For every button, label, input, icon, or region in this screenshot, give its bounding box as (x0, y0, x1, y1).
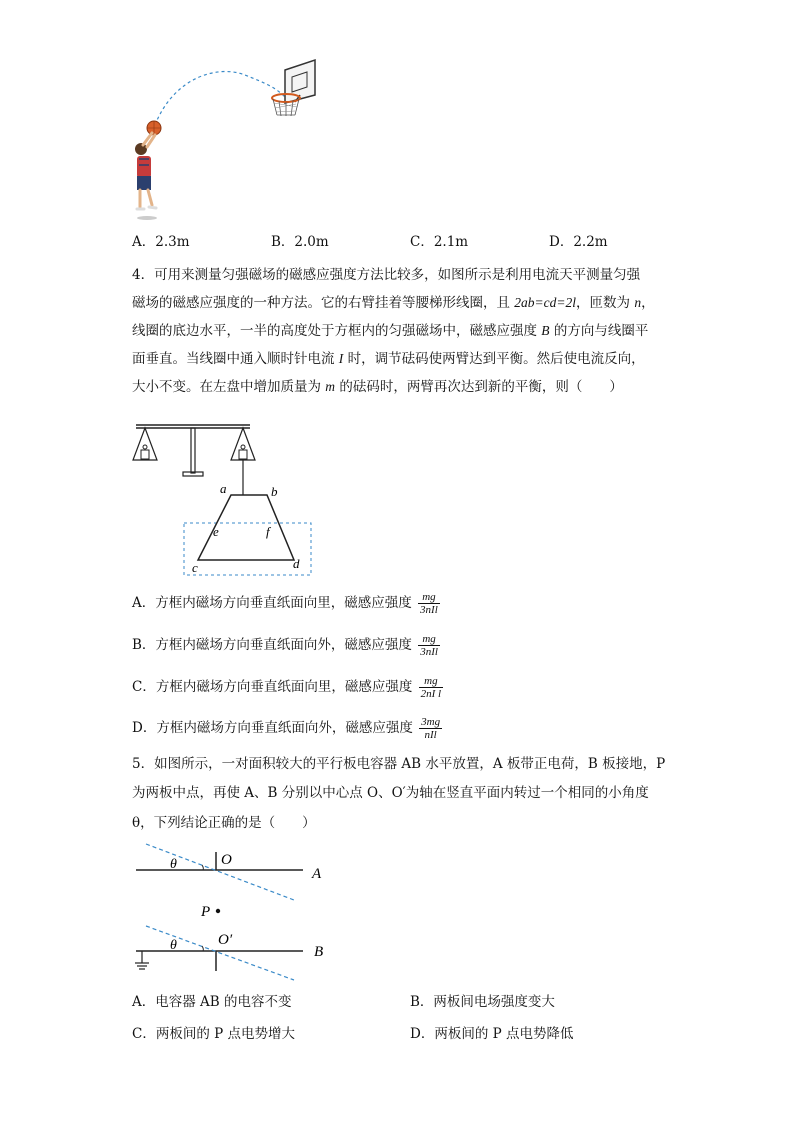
q4-option-a: A．方框内磁场方向垂直纸面向里，磁感应强度 $\frac{mg}{\text{3nIl}}$ (132, 591, 438, 616)
q4-stem-line5: 大小不变。在左盘中增加质量为 m 的砝码时，两臂再次达到新的平衡，则（ ） (132, 379, 623, 395)
q3-option-c: C．2.1m (410, 234, 469, 250)
label-b: b (271, 484, 278, 499)
q5-option-a: A．电容器 AB 的电容不变 (132, 994, 292, 1010)
q4-option-c: C．方框内磁场方向垂直纸面向里，磁感应强度 $\frac{mg}{\text{2nI l}}$ (132, 675, 442, 700)
label-A: A (312, 866, 322, 882)
label-c: c (192, 560, 198, 575)
label-theta-a: θ (170, 857, 177, 872)
q3-option-d: D．2.2m (549, 234, 608, 250)
q3-option-b: B．2.0m (271, 234, 329, 250)
label-B: B (314, 944, 324, 960)
q4-stem-line3: 线圈的底边水平，一半的高度处于方框内的匀强磁场中，磁感应强度 B 的方向与线圈平 (132, 323, 649, 339)
q4-option-d: D．方框内磁场方向垂直纸面向外，磁感应强度 $\frac{3mg}{\text{nIl}}$ (132, 716, 441, 741)
q4-stem-line1: 4．可用来测量匀强磁场的磁感应强度方法比较多，如图所示是利用电流天平测量匀强 (132, 267, 641, 283)
label-e: e (213, 524, 219, 539)
label-f: f (266, 524, 270, 539)
q5-stem-line2: 为两板中点，再使 A、B 分别以中心点 O、O′为轴在竖直平面内转过一个相同的小角度 (132, 785, 649, 801)
label-a: a (220, 481, 227, 496)
point-P (216, 909, 220, 913)
basketball-figure (125, 55, 325, 230)
player (135, 133, 157, 220)
capacitor-figure (128, 838, 338, 983)
label-d: d (293, 556, 300, 571)
q4-stem-line4: 面垂直。当线圈中通入顺时针电流 I 时，调节砝码使两臂达到平衡。然后使电流反向， (132, 351, 645, 367)
q5-option-c: C．两板间的 P 点电势增大 (132, 1026, 295, 1042)
q5-option-d: D．两板间的 P 点电势降低 (410, 1026, 574, 1042)
ball-trajectory (155, 72, 285, 125)
q3-option-a: A．2.3m (132, 234, 190, 250)
label-O-prime: O′ (218, 932, 233, 948)
ground-icon (135, 951, 149, 969)
label-P: P (201, 904, 211, 920)
q5-stem-line1: 5．如图所示，一对面积较大的平行板电容器 AB 水平放置，A 板带正电荷，B 板接地，P (132, 756, 666, 772)
q4-stem-line2: 磁场的磁感应强度的一种方法。它的右臂挂着等腰梯形线圈，且 2ab=cd=2l，匝数为 n， (132, 295, 655, 311)
q4-option-b: B．方框内磁场方向垂直纸面向外，磁感应强度 $\frac{mg}{\text{3nIl}}$ (132, 633, 438, 658)
label-O: O (221, 852, 232, 868)
q5-stem-line3: θ，下列结论正确的是（ ） (132, 815, 316, 831)
current-balance-figure (128, 415, 328, 580)
q5-option-b: B．两板间电场强度变大 (410, 994, 555, 1010)
label-theta-b: θ (170, 938, 177, 953)
